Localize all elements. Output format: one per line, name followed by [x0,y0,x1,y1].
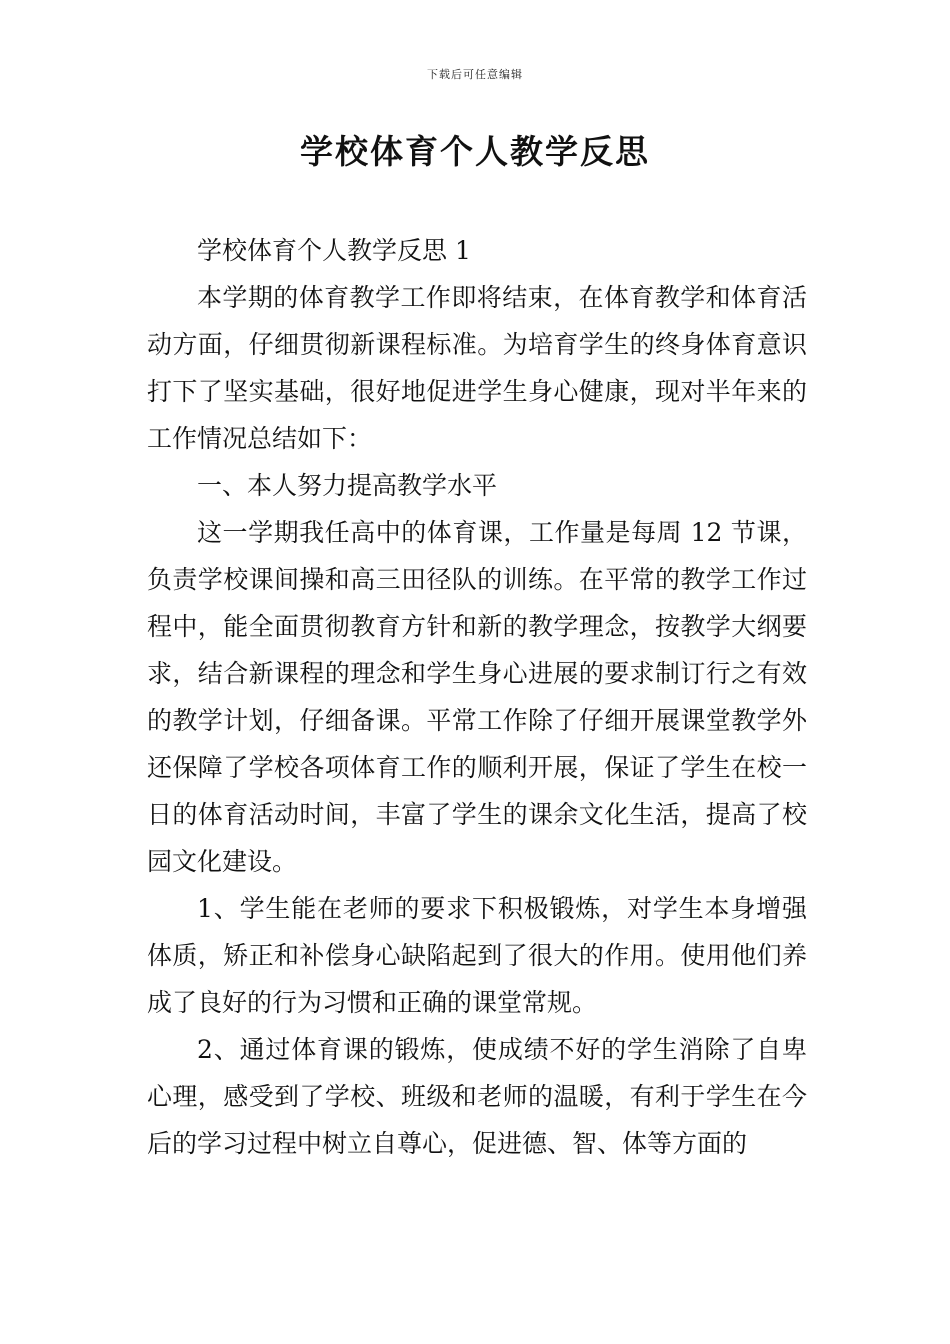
document-body [147,227,807,1167]
header-note: 下载后可任意编辑 [427,68,523,81]
intro-paragraph: 本学期的体育教学工作即将结束，在体育教学和体育活动方面，仔细贯彻新课程标准。为培育学生的终身体育意识打下了坚实基础，很好地促进学生身心健康，现对半年来的工作情况总结如下： [147,283,807,453]
body-paragraph: 这一学期我任高中的体育课，工作量是每周 12 节课，负责学校课间操和高三田径队的训练。在平常的教学工作过程中，能全面贯彻教育方针和新的教学理念，按教学大纲要求，结合新课程的理念和学生身心进展的要求制订行之有效的教学计划，仔细备课。平常工作除了仔细开展课堂教学外还保障了学校各项体育工作的顺利开展，保证了学生在校一日的体育活动时间，丰富了学生的课余文化生活，提高了校园文化建设。 [147,518,807,876]
section-heading: 学校体育个人教学反思 1 [197,236,471,265]
document-title: 学校体育个人教学反思 [300,132,650,171]
list-item-1: 1、学生能在老师的要求下积极锻炼，对学生本身增强体质，矫正和补偿身心缺陷起到了很大的作用。使用他们养成了良好的行为习惯和正确的课堂常规。 [147,894,807,1017]
subsection-heading: 一、本人努力提高教学水平 [197,471,498,500]
list-item-2: 2、通过体育课的锻炼，使成绩不好的学生消除了自卑心理，感受到了学校、班级和老师的温暖，有利于学生在今后的学习过程中树立自尊心，促进德、智、体等方面的 [147,1035,807,1158]
